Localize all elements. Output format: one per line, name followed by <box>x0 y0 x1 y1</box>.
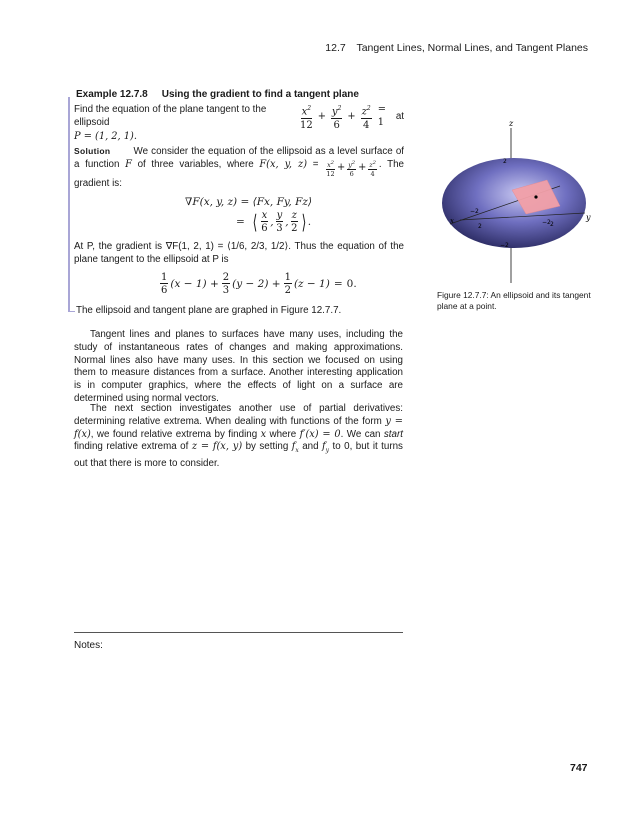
solution-label: Solution <box>74 146 111 156</box>
x-axis-label: x <box>450 217 454 225</box>
z-tick-neg: −2 <box>500 242 509 249</box>
x-tick-pos: 2 <box>478 223 482 230</box>
example-heading <box>76 89 359 100</box>
body-paragraph-2: The next section investigates another use of partial derivatives: determining relative extrema. When dealing with functions of the form y = f(x), we found relative extrema by finding x where f′(x) = 0. We can start finding relative extrema of z = f(x, y) by setting $f_x$ and $f_y$ to 0, but it turns out that there is more to consider. <box>74 403 403 470</box>
section-number: 12.7 <box>325 42 346 54</box>
example-closing: The ellipsoid and tangent plane are graphed in Figure 12.7.7. <box>76 305 342 316</box>
y-tick-neg: −2 <box>542 219 551 226</box>
solution-text-2: of three variables, where <box>137 158 254 170</box>
solution-text-1: We consider the equation of the ellipsoid as a level surface of a function <box>74 146 404 170</box>
problem-statement <box>74 101 404 144</box>
figure-caption: Figure 12.7.7: An ellipsoid and its tangent plane at a point. <box>437 290 591 311</box>
gradient-line-2: = ⟨ $\frac{x}{6}$ , $\frac{y}{3}$ , $\frac{z}{2}$ ⟩ . <box>236 210 312 234</box>
point-of-tangency <box>534 195 537 198</box>
x-tick-neg: −2 <box>470 208 479 215</box>
ellipsoid-plot <box>440 118 605 283</box>
example-title: Using the gradient to find a tangent plane <box>161 89 359 100</box>
page-number: 747 <box>570 762 588 774</box>
problem-lead: Find the equation of the plane tangent to the ellipsoid <box>74 104 267 128</box>
problem-at: at <box>395 110 404 122</box>
solution-paragraph: Solution We consider the equation of the ellipsoid as a level surface of a function F of three variables, where F(x, y, z) = $\frac{x^2}{12}$ + $\frac{y^2}{6}$ + $\frac{z^2}{4}$ . The gradient is: <box>74 146 405 189</box>
y-tick-pos: 2 <box>550 221 554 228</box>
section-title: Tangent Lines, Normal Lines, and Tangent Planes <box>356 42 588 54</box>
notes-label: Notes: <box>74 640 103 651</box>
point-p: P = (1, 2, 1). <box>74 131 137 142</box>
solution-text-3: . The gradient is: <box>74 158 405 189</box>
tangent-plane-equation: $\frac{1}{6}$ (x − 1) + $\frac{2}{3}$ (y − 2) + $\frac{1}{2}$ (z − 1) = 0. <box>161 272 357 296</box>
body-paragraph-1: Tangent lines and planes to surfaces have many uses, including the study of instantaneous rates of changes and making approximations. Normal lines also have many uses. In this section we focused on using them to measure distances from a surface. Another interesting application is in computer graphics, where the effects of light on a surface are determined using normal vectors. <box>74 329 403 404</box>
running-header <box>325 42 588 54</box>
ellipsoid-equation: $\frac{x^2}{12}$ + $\frac{y^2}{6}$ + $\frac{z^2}{4}$ = 1 <box>299 104 386 131</box>
z-tick-pos: 2 <box>503 158 507 165</box>
example-bracket <box>68 97 70 312</box>
at-p-paragraph: At P, the gradient is ∇F(1, 2, 1) = ⟨1/6, 2/3, 1/2⟩. Thus the equation of the plane tangent to the ellipsoid at P is <box>74 241 404 265</box>
ellipsoid-surface <box>442 158 586 248</box>
y-axis-label: y <box>586 213 591 222</box>
example-bracket-bottom <box>68 311 75 312</box>
gradient-line-1: ∇F(x, y, z) = ⟨Fx, Fy, Fz⟩ <box>185 196 313 208</box>
ellipsoid-figure <box>440 118 605 288</box>
notes-divider <box>74 632 403 633</box>
z-axis-label: z <box>509 119 514 128</box>
example-label: Example 12.7.8 <box>76 89 148 100</box>
